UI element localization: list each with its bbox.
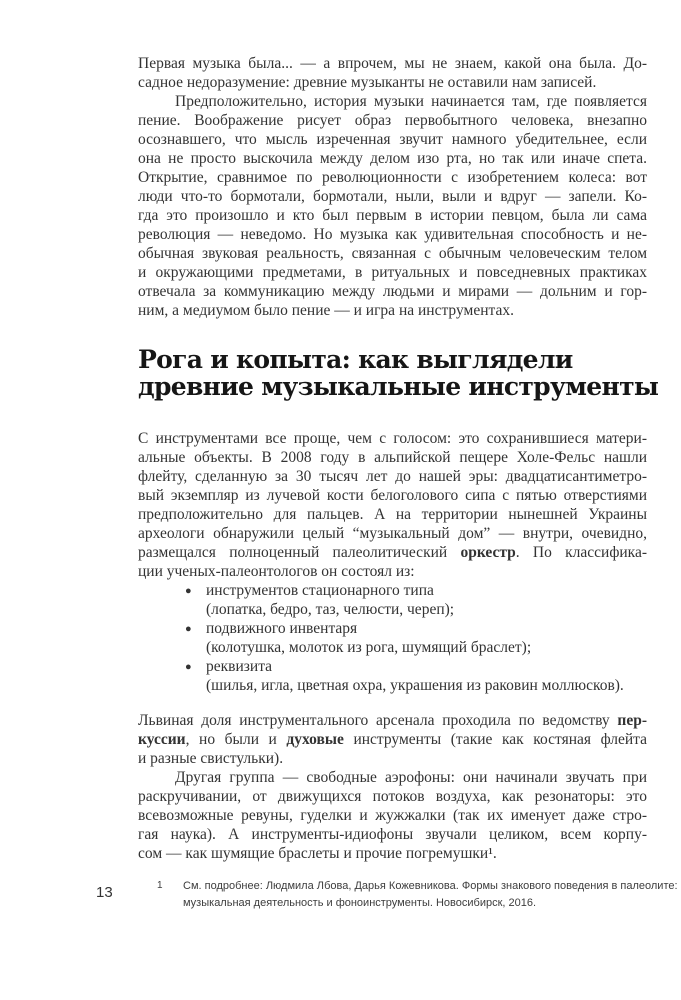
text-run: сом — как шумящие браслеты и прочие погремушки¹. (138, 845, 497, 862)
text-line (138, 825, 647, 844)
footnote-line: См. подробнее: Людмила Лбова, Дарья Кожевникова. Формы знакового поведения в палеолите: (183, 880, 678, 892)
text-line (138, 54, 647, 73)
text-line (138, 282, 647, 301)
footnote-line: музыкальная деятельность и фоноинструменты. Новосибирск, 2016. (183, 896, 537, 909)
text-run: Первая музыка была... — а впрочем, мы не знаем, какой она была. До- (138, 55, 647, 72)
text-line (138, 130, 647, 149)
text-run: флейту, сделанную за 30 тысяч лет до нашей эры: двадцатисантиметро- (138, 468, 647, 485)
text-run: Рога и копыта: как выглядели (138, 345, 573, 374)
text-run: обычная звуковая реальность, связанная с обычным человеческим телом (138, 245, 647, 262)
text-line (138, 844, 647, 863)
text-run: Предположительно, история музыки начинается там, где появляется (175, 93, 647, 110)
paragraph (138, 429, 647, 581)
section-heading (138, 345, 659, 401)
text-run: подвижного инвентаря (206, 620, 358, 637)
paragraph (138, 54, 647, 92)
text-run: и окружающими предметами, в ритуальных и повседневных практиках (138, 264, 647, 281)
text-run: С инструментами все проще, чем с голосом: это сохранившиеся матери- (138, 430, 647, 447)
text-line (138, 787, 647, 806)
text-run: гда это произошло и кто был первым в истории певцом, была ли сама (138, 207, 647, 224)
list-item-continuation (138, 600, 647, 619)
footnote (157, 878, 678, 911)
text-run: и разные свистульки). (138, 750, 284, 767)
text-run: инструментов стационарного типа (206, 582, 434, 599)
text-line (138, 111, 647, 130)
text-line (138, 730, 647, 749)
text-line (138, 524, 647, 543)
text-line (138, 749, 647, 768)
bullet-icon: ● (185, 661, 192, 673)
text-run: (шилья, игла, цветная охра, украшения из раковин моллюсков). (206, 677, 624, 694)
text-line (138, 768, 647, 787)
bold-text: духовые (286, 731, 344, 748)
text-line (138, 543, 647, 562)
list-item-continuation (138, 638, 647, 657)
text-run: . По классифика- (515, 544, 648, 561)
bold-text: пер- (617, 712, 647, 729)
list-item (138, 581, 647, 600)
text-line (138, 187, 647, 206)
bold-text: оркестр (460, 544, 516, 561)
list-item-continuation (138, 676, 647, 695)
paragraph (138, 92, 647, 320)
text-line (138, 467, 647, 486)
text-run: Львиная доля инструментального арсенала проходила по ведомству (138, 712, 618, 729)
heading-line (138, 346, 647, 373)
text-run: археологи обнаружили целый “музыкальный дом” — внутри, очевидно, (138, 525, 647, 542)
page-number: 13 (96, 884, 113, 901)
text-line (138, 263, 647, 282)
text-line (138, 711, 647, 730)
text-run: (колотушка, молоток из рога, шумящий браслет); (206, 639, 532, 656)
text-run: осознавшего, что мысль изреченная звучит намного убедительнее, если (138, 131, 647, 148)
text-run: реквизита (206, 658, 273, 675)
text-line (138, 92, 647, 111)
bold-text: куссии (138, 731, 186, 748)
text-run: , но были и (185, 731, 287, 748)
text-run: гая наука). А инструменты-идиофоны звучали целиком, всем корпу- (138, 826, 647, 843)
heading-line (138, 372, 659, 401)
text-line (138, 206, 647, 225)
text-run: революция — неведомо. Но музыка как удивительная способность и не- (138, 226, 647, 243)
footnote-text (183, 878, 678, 911)
text-run: древние музыкальные инструменты (138, 372, 659, 401)
footnote-marker: 1 (157, 880, 163, 891)
text-run: садное недоразумение: древние музыканты не оставили нам записей. (138, 74, 597, 91)
bullet-icon: ● (185, 623, 192, 635)
text-run: размещался полноценный палеолитический (138, 544, 461, 561)
paragraph (138, 768, 647, 863)
text-line (138, 505, 647, 524)
text-run: Другая группа — свободные аэрофоны: они начинали звучать при (175, 769, 647, 786)
text-run: (лопатка, бедро, таз, челюсти, череп); (206, 601, 455, 618)
text-run: раскручивании, от движущихся потоков воздуха, как резонаторы: это (138, 788, 647, 805)
text-run: инструменты (такие как костяная флейта (343, 731, 648, 748)
list-item (138, 657, 647, 676)
text-line (138, 73, 647, 92)
text-run: всевозможные ревуны, гуделки и жужжалки (так их именует даже стро- (138, 807, 647, 824)
text-run: вый экземпляр из лучевой кости белоголового сипа с пятью отверстиями (138, 487, 647, 504)
text-line (138, 486, 647, 505)
bullet-icon: ● (185, 585, 192, 597)
list-item (138, 619, 647, 638)
text-line (138, 806, 647, 825)
text-line (138, 429, 647, 448)
text-run: отвечала за коммуникацию между людьми и мирами — дольним и гор- (138, 283, 647, 300)
bulleted-list (138, 581, 647, 695)
text-run: ним, а медиумом было пение — и игра на инструментах. (138, 302, 514, 319)
paragraph (138, 711, 647, 768)
text-line (138, 562, 647, 581)
text-line (138, 168, 647, 187)
text-run: альные объекты. В 2008 году в альпийской пещере Холе-Фельс нашли (138, 449, 647, 466)
text-line (138, 244, 647, 263)
text-line (138, 448, 647, 467)
text-run: Открытие, сравнимое по революционности с изобретением колеса: вот (138, 169, 647, 186)
text-run: люди что-то бормотали, бормотали, ныли, выли и вдруг — запели. Ко- (138, 188, 647, 205)
text-line (138, 301, 647, 320)
text-run: она не просто выскочила между делом изо рта, но так или иначе спета. (138, 150, 647, 167)
text-column (138, 54, 659, 863)
text-line (138, 149, 647, 168)
text-line (138, 225, 647, 244)
text-run: предположительно для пальцев. А на территории нынешней Украины (138, 506, 647, 523)
text-run: пение. Воображение рисует образ первобытного человека, внезапно (138, 112, 647, 129)
text-run: ции ученых-палеонтологов он состоял из: (138, 563, 415, 580)
